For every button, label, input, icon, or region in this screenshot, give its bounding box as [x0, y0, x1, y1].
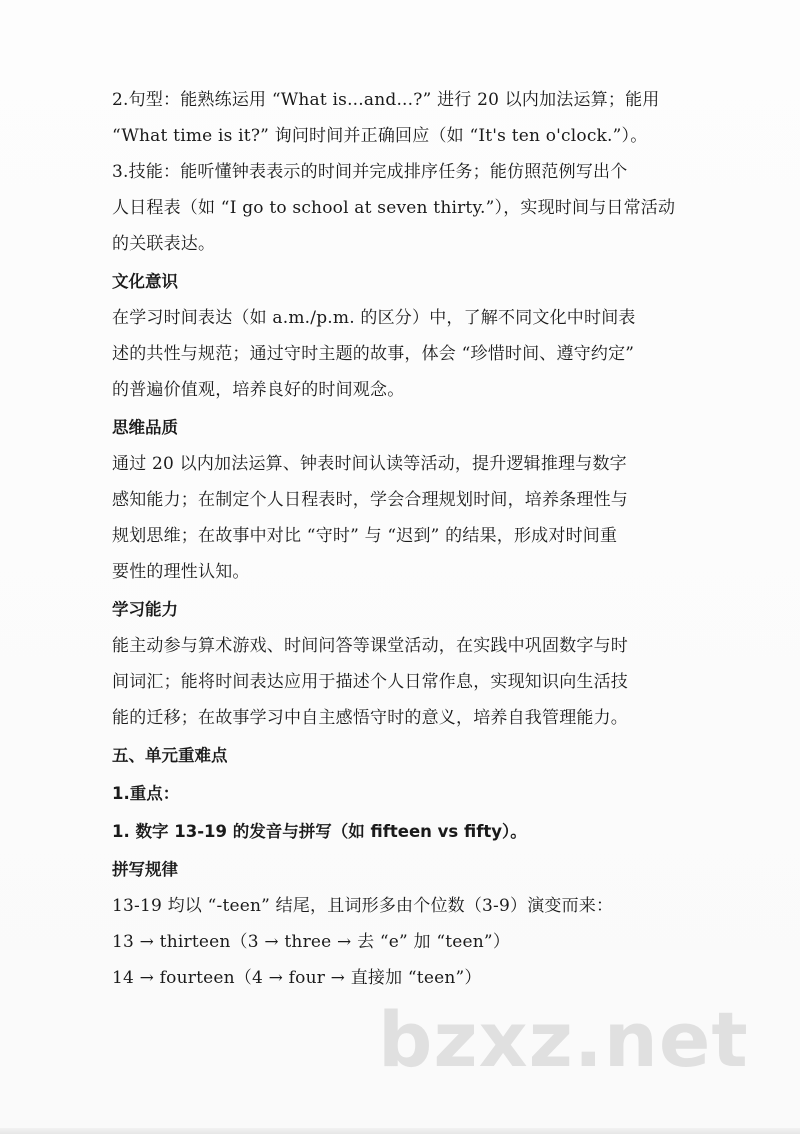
- text-line: 能主动参与算术游戏、时间问答等课堂活动，在实践中巩固数字与时: [112, 636, 628, 656]
- watermark: bzxz.net: [378, 995, 749, 1084]
- text-line: 14 → fourteen（4 → four → 直接加 “teen”）: [112, 968, 482, 988]
- text-line: 要性的理性认知。: [112, 562, 250, 582]
- subheading-focus: 1.重点：: [112, 784, 180, 803]
- section-heading-culture: 文化意识: [112, 272, 178, 291]
- page-bottom-edge: [0, 1128, 800, 1134]
- text-line: 13-19 均以 “-teen” 结尾，且词形多由个位数（3-9）演变而来：: [112, 896, 614, 916]
- text-line: 的普遍价值观，培养良好的时间观念。: [112, 380, 405, 400]
- text-line: 规划思维；在故事中对比 “守时” 与 “迟到” 的结果，形成对时间重: [112, 526, 618, 546]
- text-line: 通过 20 以内加法运算、钟表时间认读等活动，提升逻辑推理与数字: [112, 454, 627, 474]
- text-line: 人日程表（如 “I go to school at seven thirty.”），实现时间与日常活动: [112, 198, 676, 218]
- section-heading-key-points: 五、单元重难点: [112, 746, 228, 765]
- subheading-spelling-rules: 拼写规律: [112, 860, 178, 879]
- text-line: 能的迁移；在故事学习中自主感悟守时的意义，培养自我管理能力。: [112, 708, 628, 728]
- document-body: [112, 82, 712, 996]
- text-line: 在学习时间表达（如 a.m./p.m. 的区分）中，了解不同文化中时间表: [112, 308, 636, 328]
- text-line: 感知能力；在制定个人日程表时，学会合理规划时间，培养条理性与: [112, 490, 628, 510]
- text-line: 述的共性与规范；通过守时主题的故事，体会 “珍惜时间、遵守约定”: [112, 344, 635, 364]
- text-line: 2.句型：能熟练运用 “What is...and...?” 进行 20 以内加法运算；能用: [112, 90, 660, 110]
- text-line: 3.技能：能听懂钟表表示的时间并完成排序任务；能仿照范例写出个: [112, 162, 628, 182]
- section-heading-thinking: 思维品质: [112, 418, 178, 437]
- subheading-numbers: 1. 数字 13-19 的发音与拼写（如 fifteen vs fifty）。: [112, 822, 527, 841]
- text-line: 的关联表达。: [112, 234, 216, 254]
- text-line: “What time is it?” 询问时间并正确回应（如 “It's ten o'clock.”）。: [112, 126, 648, 146]
- text-line: 13 → thirteen（3 → three → 去 “e” 加 “teen”）: [112, 932, 511, 952]
- section-heading-learning: 学习能力: [112, 600, 178, 619]
- text-line: 间词汇；能将时间表达应用于描述个人日常作息，实现知识向生活技: [112, 672, 628, 692]
